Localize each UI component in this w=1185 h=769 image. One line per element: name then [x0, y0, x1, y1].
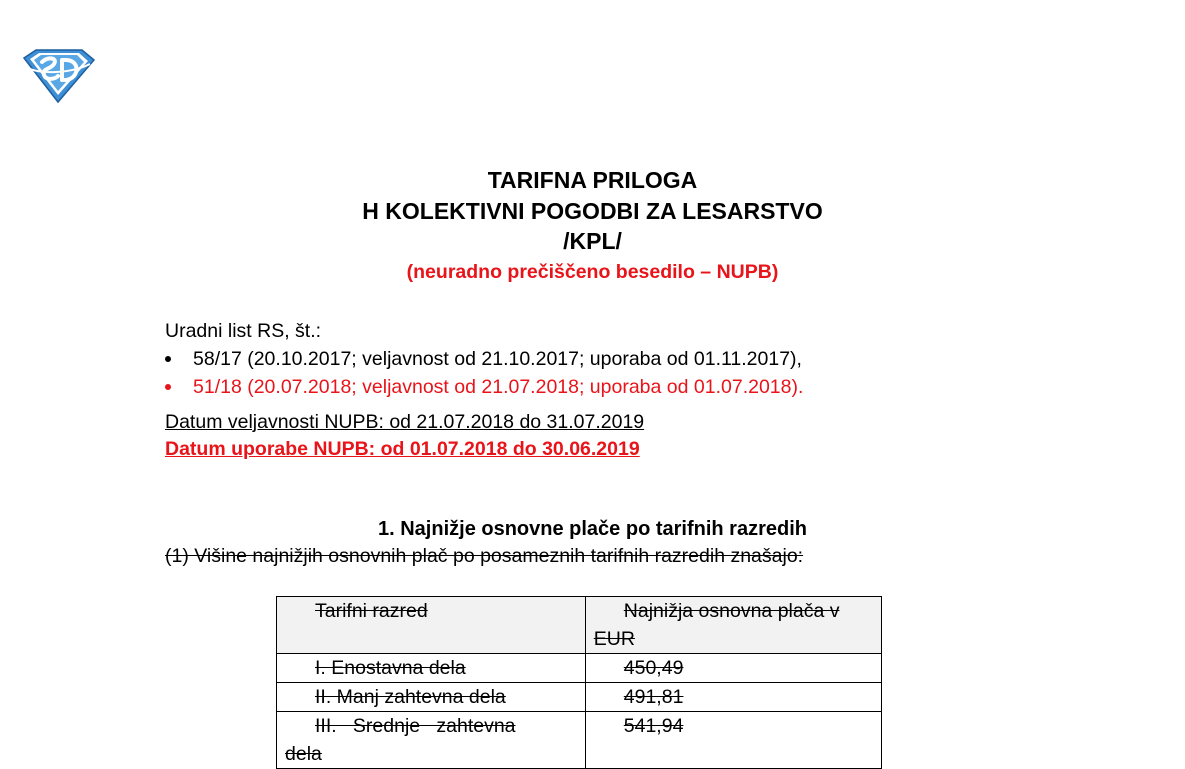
table-header-row — [277, 597, 882, 654]
gazette-item-text: 51/18 (20.07.2018; veljavnost od 21.07.2018; uporaba od 01.07.2018). — [193, 376, 804, 398]
title-line-1: TARIFNA PRILOGA — [487, 167, 698, 193]
grade-cell — [277, 654, 586, 683]
title-line-2: H KOLEKTIVNI POGODBI ZA LESARSTVO — [362, 197, 823, 224]
bullet-icon — [165, 384, 171, 390]
document-title — [0, 165, 1185, 287]
bullet-icon — [165, 356, 171, 362]
gazette-references — [165, 317, 1025, 401]
grade-cell — [277, 712, 586, 769]
wage-value: 450,49 — [623, 657, 684, 679]
grade-text-continued: dela — [285, 743, 322, 765]
wage-cell — [585, 683, 881, 712]
grade-text: III. Srednje zahtevna — [315, 715, 516, 737]
title-line-3: /KPL/ — [563, 228, 622, 254]
union-logo-icon — [20, 48, 96, 104]
table-row — [277, 712, 882, 769]
gazette-item-text: 58/17 (20.10.2017; veljavnost od 21.10.2017; uporaba od 01.11.2017), — [193, 348, 802, 370]
grade-text: II. Manj zahtevna dela — [315, 686, 506, 708]
wage-value: 491,81 — [623, 686, 684, 708]
wage-cell — [585, 654, 881, 683]
gazette-item — [165, 373, 1025, 401]
grade-text: I. Enostavna dela — [315, 657, 466, 679]
gazette-list — [165, 345, 1025, 401]
table-row — [277, 683, 882, 712]
section-title: 1. Najnižje osnovne plače po tarifnih razredih — [378, 518, 807, 540]
wage-value: 541,94 — [623, 715, 684, 737]
section-paragraph: (1) Višine najnižjih osnovnih plač po posameznih tarifnih razredih znašajo: — [165, 545, 804, 567]
table-header-cell — [585, 597, 881, 654]
gazette-label: Uradni list RS, št.: — [165, 320, 322, 342]
table-header-cell — [277, 597, 586, 654]
header-grade: Tarifni razred — [315, 600, 428, 622]
header-wage-line1: Najnižja osnovna plača v — [623, 600, 840, 622]
wage-cell — [585, 712, 881, 769]
document-subtitle: (neuradno prečiščeno besedilo – NUPB) — [406, 260, 779, 283]
table-row — [277, 654, 882, 683]
tariff-table — [276, 596, 882, 769]
validity-dates — [165, 409, 644, 463]
grade-cell — [277, 683, 586, 712]
application-line: Datum uporabe NUPB: od 01.07.2018 do 30.06.2019 — [165, 438, 640, 460]
gazette-item — [165, 345, 1025, 373]
validity-line: Datum veljavnosti NUPB: od 21.07.2018 do 31.07.2019 — [165, 411, 645, 433]
header-wage-line2: EUR — [593, 628, 635, 650]
